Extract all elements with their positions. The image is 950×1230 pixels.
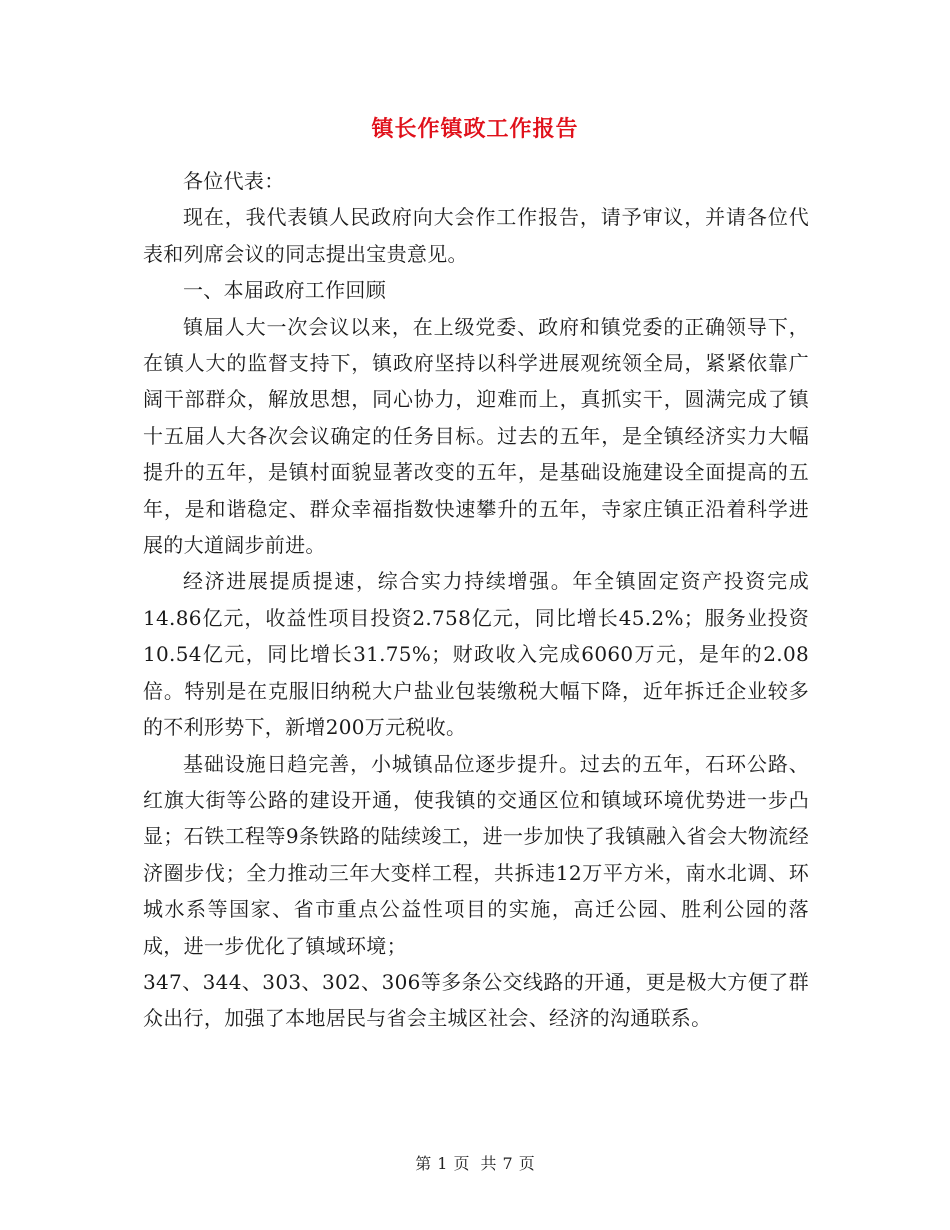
- economy-paragraph: 经济进展提质提速，综合实力持续增强。年全镇固定资产投资完成14.86亿元，收益性项目投资2.758亿元，同比增长45.2%；服务业投资10.54亿元，同比增长31.75%；财政收入完成6060万元，是年的2.08倍。特别是在克服旧纳税大户盐业包装缴税大幅下降，近年拆迁企业较多的不利形势下，新增200万元税收。: [143, 569, 809, 740]
- footer-mid: 页 共: [453, 1154, 497, 1173]
- salutation-paragraph: 各位代表：: [183, 169, 285, 193]
- page-footer: [0, 1151, 950, 1174]
- infrastructure-paragraph: 基础设施日趋完善，小城镇品位逐步提升。过去的五年，石环公路、红旗大街等公路的建设开通，使我镇的交通区位和镇域环境优势进一步凸显；石铁工程等9条铁路的陆续竣工，进一步加快了我镇融入省会大物流经济圈步伐；全力推动三年大变样工程，共拆违12万平方米，南水北调、环城水系等国家、省市重点公益性项目的实施，高迁公园、胜利公园的落成，进一步优化了镇域环境；: [143, 751, 809, 958]
- footer-prefix: 第: [415, 1154, 432, 1173]
- total-page-count: 7: [502, 1154, 513, 1173]
- footer-suffix: 页: [518, 1154, 535, 1173]
- intro-paragraph: 现在，我代表镇人民政府向大会作工作报告，请予审议，并请各位代表和列席会议的同志提出宝贵意见。: [143, 205, 809, 266]
- review-paragraph: 镇届人大一次会议以来，在上级党委、政府和镇党委的正确领导下，在镇人大的监督支持下，镇政府坚持以科学进展观统领全局，紧紧依靠广阔干部群众，解放思想，同心协力，迎难而上，真抓实干，圆满完成了镇十五届人大各次会议确定的任务目标。过去的五年，是全镇经济实力大幅提升的五年，是镇村面貌显著改变的五年，是基础设施建设全面提高的五年，是和谐稳定、群众幸福指数快速攀升的五年，寺家庄镇正沿着科学进展的大道阔步前进。: [143, 314, 809, 558]
- section-heading: 一、本届政府工作回顾: [183, 278, 386, 303]
- current-page-number: 1: [437, 1154, 448, 1173]
- document-body: [143, 163, 809, 1037]
- bus-lines-paragraph: 347、344、303、302、306等多条公交线路的开通，更是极大方便了群众出行，加强了本地居民与省会主城区社会、经济的沟通联系。: [143, 969, 809, 1031]
- document-title: 镇长作镇政工作报告: [371, 117, 579, 142]
